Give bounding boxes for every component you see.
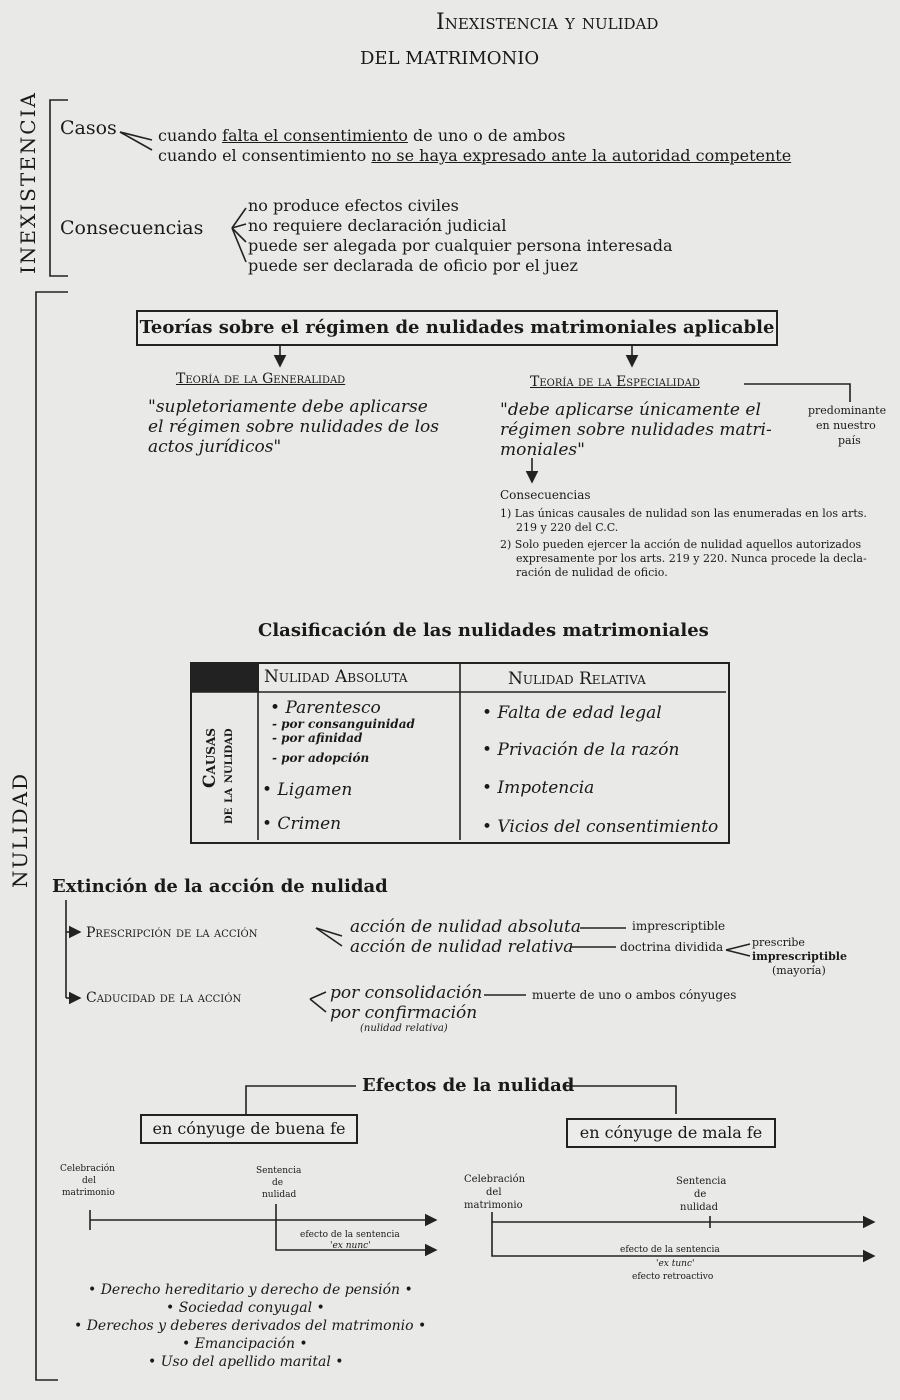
predominante-note: en nuestro <box>816 419 876 432</box>
prescripcion-relativa-result: doctrina dividida <box>620 940 724 954</box>
row-label-nulidad: de la nulidad <box>220 728 236 824</box>
predominante-note: predominante <box>808 404 887 417</box>
page-subtitle: DEL MATRIMONIO <box>360 48 540 69</box>
prescripcion-option: (mayoría) <box>772 964 826 977</box>
tl1-start-label: Celebración <box>60 1164 115 1174</box>
caducidad-consolidacion: por consolidación <box>330 983 483 1003</box>
consecuencias-label: Consecuencias <box>60 217 204 239</box>
tl2-start-label: Celebración <box>464 1174 526 1185</box>
tl2-effect-label: efecto retroactivo <box>632 1272 714 1282</box>
causa-parentesco-sub: - por afinidad <box>272 731 363 745</box>
causa-parentesco-sub: - por consanguinidad <box>272 717 415 731</box>
prescripcion-absoluta-result: imprescriptible <box>632 919 726 933</box>
mala-fe-label: en cónyuge de mala fe <box>579 1123 763 1142</box>
tl2-effect-label: 'ex tunc' <box>656 1259 695 1269</box>
efecto-list-item: • Derecho hereditario y derecho de pensión • <box>88 1282 413 1298</box>
efecto-list-item: • Sociedad conyugal • <box>166 1300 325 1316</box>
efectos-title: Efectos de la nulidad <box>362 1075 575 1096</box>
buena-fe-label: en cónyuge de buena fe <box>152 1119 346 1138</box>
casos-label: Casos <box>60 117 117 139</box>
causa-relativa: • Impotencia <box>482 778 595 798</box>
causa-relativa: • Privación de la razón <box>482 740 680 760</box>
teoria-generalidad-line: el régimen sobre nulidades de los <box>148 417 439 437</box>
prescripcion-label: Prescripción de la acción <box>86 925 258 941</box>
tl2-end-label: Sentencia <box>676 1176 727 1187</box>
especialidad-consecuencia: expresamente por los arts. 219 y 220. Nunca procede la decla- <box>516 552 867 565</box>
tl1-end-label: nulidad <box>262 1190 297 1200</box>
teoria-especialidad-line: "debe aplicarse únicamente el <box>500 400 761 420</box>
tl2-end-label: de <box>694 1189 707 1200</box>
inexistencia-side-label: INEXISTENCIA <box>16 91 40 274</box>
causa-crimen: • Crimen <box>262 814 342 834</box>
clasificacion-title: Clasificación de las nulidades matrimoniales <box>258 620 709 641</box>
caducidad-confirmacion-note: (nulidad relativa) <box>360 1023 448 1034</box>
tl2-start-label: matrimonio <box>464 1200 523 1211</box>
prescripcion-option: prescribe <box>752 936 805 949</box>
teorias-title-box <box>136 310 778 346</box>
teorias-title: Teorías sobre el régimen de nulidades matrimoniales aplicable <box>139 317 775 338</box>
especialidad-consecuencia: 2) Solo pueden ejercer la acción de nulidad aquellos autorizados <box>500 538 862 551</box>
buena-fe-box <box>140 1114 358 1144</box>
efecto-list-item: • Derechos y deberes derivados del matrimonio • <box>74 1318 427 1334</box>
especialidad-consecuencias-title: Consecuencias <box>500 488 591 502</box>
especialidad-consecuencia: 1) Las únicas causales de nulidad son las enumeradas en los arts. <box>500 507 867 520</box>
teoria-especialidad-line: régimen sobre nulidades matri- <box>500 420 772 440</box>
especialidad-consecuencia: ración de nulidad de oficio. <box>516 566 668 579</box>
tl1-start-label: matrimonio <box>62 1188 115 1198</box>
teoria-generalidad-line: "supletoriamente debe aplicarse <box>148 397 428 417</box>
teoria-especialidad-line: moniales" <box>500 440 585 460</box>
tl2-start-label: del <box>486 1187 502 1198</box>
caducidad-confirmacion: por confirmación <box>330 1003 478 1023</box>
especialidad-consecuencia: 219 y 220 del C.C. <box>516 521 619 534</box>
page-title: Inexistencia y nulidad <box>436 10 659 35</box>
nulidad-side-label: NULIDAD <box>8 771 32 888</box>
tl1-effect-label: efecto de la sentencia <box>300 1230 400 1240</box>
causa-ligamen: • Ligamen <box>262 780 353 800</box>
caducidad-consolidacion-result: muerte de uno o ambos cónyuges <box>532 988 737 1002</box>
tl2-end-label: nulidad <box>680 1202 719 1213</box>
col-header-absoluta: Nulidad Absoluta <box>264 667 408 687</box>
tl1-start-label: del <box>82 1176 96 1186</box>
extincion-title: Extinción de la acción de nulidad <box>52 876 388 897</box>
consecuencia-item: no produce efectos civiles <box>248 196 459 215</box>
row-label-causas: Causas <box>200 728 220 788</box>
mala-fe-box <box>566 1118 776 1148</box>
tl2-effect-label: efecto de la sentencia <box>620 1245 720 1255</box>
caso-item-2: cuando el consentimiento no se haya expresado ante la autoridad competente <box>158 146 792 165</box>
teoria-especialidad-title: Teoría de la Especialidad <box>530 374 700 390</box>
teoria-generalidad-line: actos jurídicos" <box>148 437 282 457</box>
tl1-end-label: Sentencia <box>256 1166 302 1176</box>
caducidad-label: Caducidad de la acción <box>86 990 242 1006</box>
causa-parentesco-sub: - por adopción <box>272 751 370 765</box>
prescripcion-relativa: acción de nulidad relativa <box>350 937 574 957</box>
tl1-end-label: de <box>272 1178 284 1188</box>
tl1-effect-label: 'ex nunc' <box>330 1241 371 1251</box>
causa-parentesco: • Parentesco <box>270 698 381 718</box>
caso-item-1: cuando falta el consentimiento de uno o de ambos <box>158 126 566 145</box>
efecto-list-item: • Uso del apellido marital • <box>148 1354 344 1370</box>
predominante-note: país <box>838 434 861 447</box>
teoria-generalidad-title: Teoría de la Generalidad <box>176 371 346 387</box>
causa-relativa: • Vicios del consentimiento <box>482 817 719 837</box>
consecuencia-item: no requiere declaración judicial <box>248 216 507 235</box>
consecuencia-item: puede ser alegada por cualquier persona interesada <box>248 236 673 255</box>
consecuencia-item: puede ser declarada de oficio por el juez <box>248 256 578 275</box>
causa-relativa: • Falta de edad legal <box>482 703 662 723</box>
table-corner-cell <box>192 664 259 692</box>
efecto-list-item: • Emancipación • <box>182 1336 308 1352</box>
prescripcion-absoluta: acción de nulidad absoluta <box>350 917 581 937</box>
col-header-relativa: Nulidad Relativa <box>508 669 646 689</box>
prescripcion-option: imprescriptible <box>752 950 847 963</box>
